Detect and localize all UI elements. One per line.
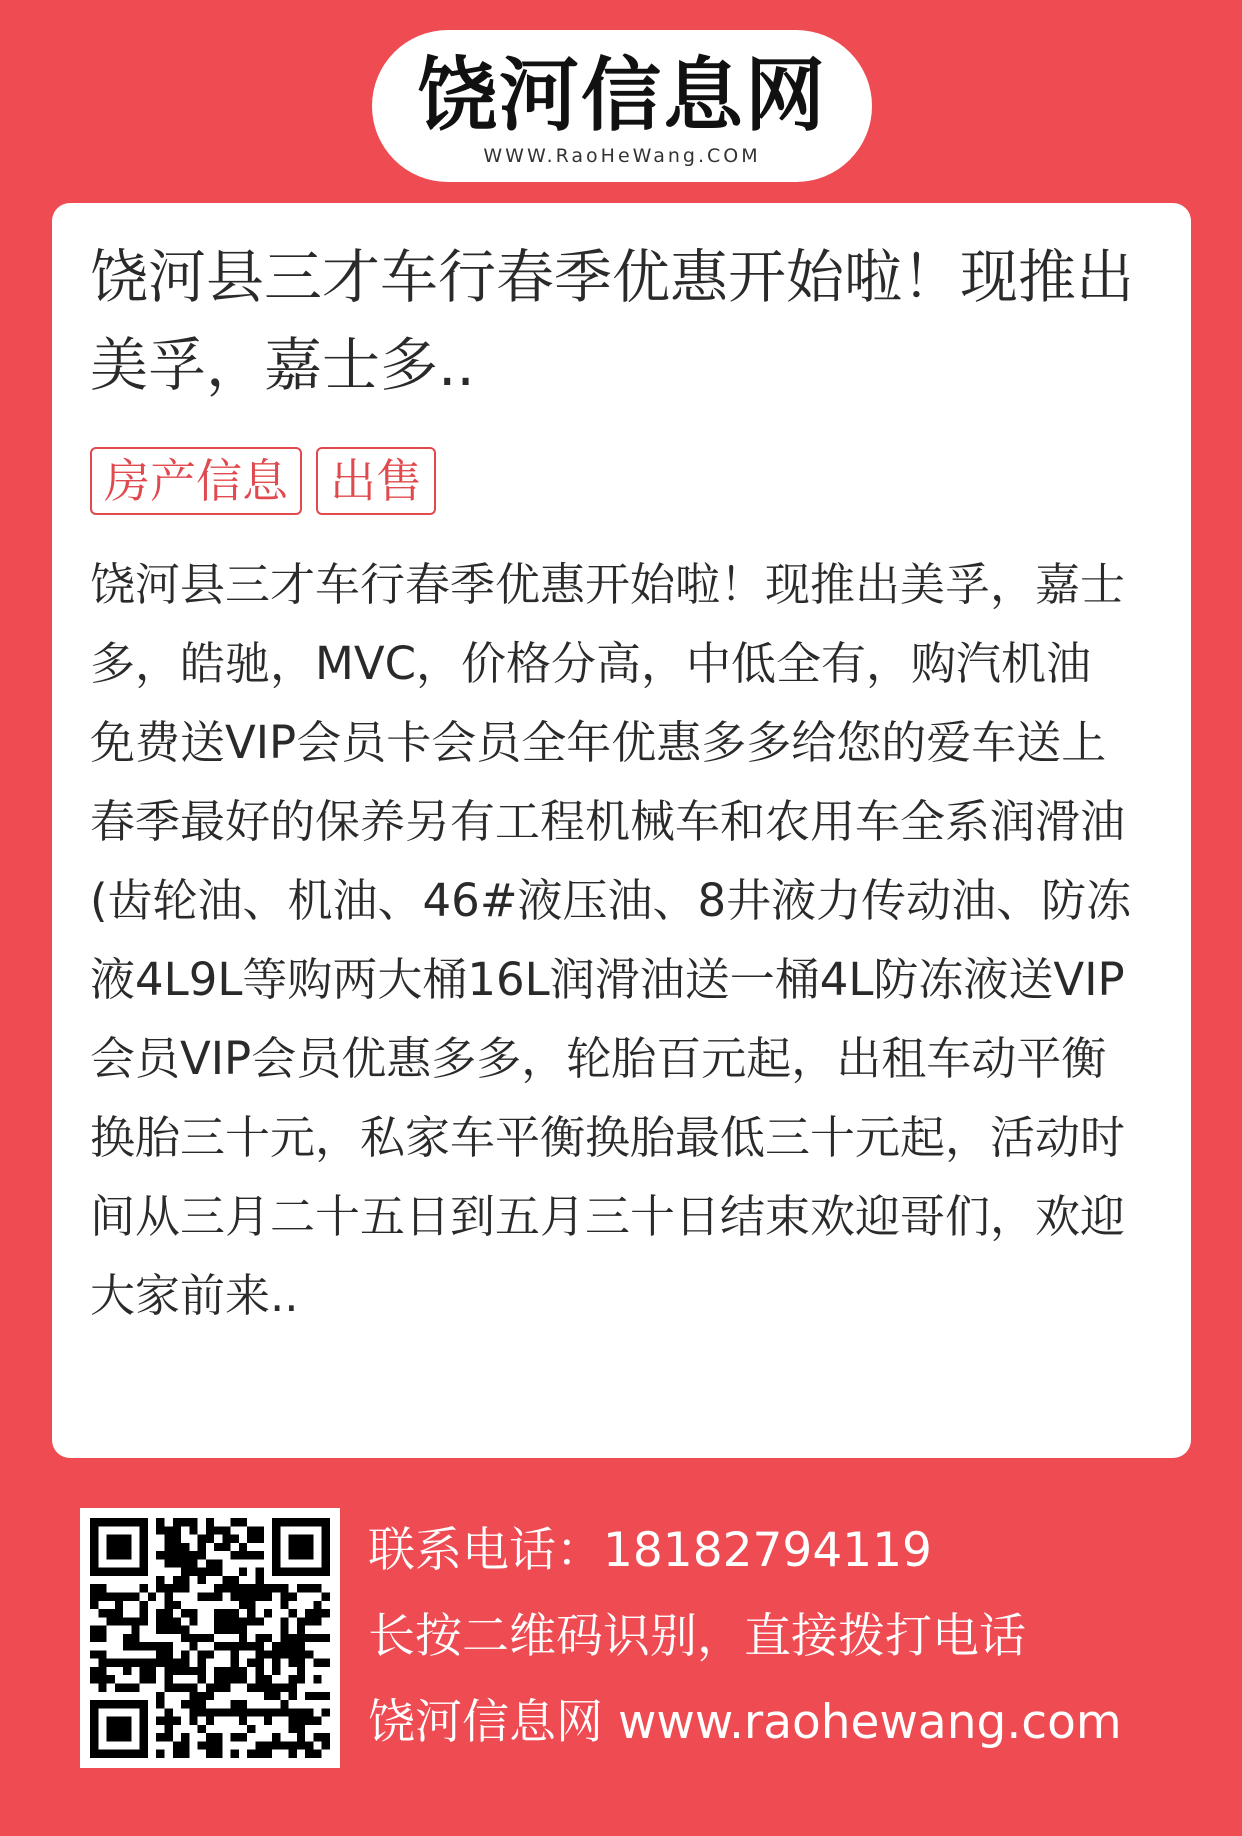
tag-category[interactable]: 房产信息 bbox=[90, 447, 302, 515]
site-footer[interactable]: 饶河信息网 www.raohewang.com bbox=[368, 1695, 1122, 1750]
qr-code-icon[interactable] bbox=[80, 1508, 340, 1768]
contact-phone[interactable]: 联系电话：18182794119 bbox=[368, 1523, 932, 1578]
logo-url: WWW.RaoHeWang.COM bbox=[483, 145, 761, 167]
post-card bbox=[52, 203, 1191, 1458]
site-logo bbox=[372, 30, 872, 182]
post-body: 饶河县三才车行春季优惠开始啦！现推出美孚，嘉士多，皓驰，MVC，价格分高，中低全有，购汽机油免费送VIP会员卡会员全年优惠多多给您的爱车送上春季最好的保养另有工程机械车和农用车全系润滑油(齿轮油、机油、46#液压油、8井液力传动油、防冻液4L9L等购两大桶16L润滑油送一桶4L防冻液送VIP会员VIP会员优惠多多，轮胎百元起，出租车动平衡换胎三十元，私家车平衡换胎最低三十元起，活动时间从三月二十五日到五月三十日结束欢迎哥们，欢迎大家前来.. bbox=[90, 558, 1132, 1322]
contact-info bbox=[368, 1508, 1228, 1766]
qr-hint: 长按二维码识别，直接拨打电话 bbox=[368, 1609, 1026, 1664]
post-title: 饶河县三才车行春季优惠开始啦！现推出美孚，嘉士多.. bbox=[90, 243, 1135, 399]
logo-name: 饶河信息网 bbox=[417, 49, 827, 142]
tag-type[interactable]: 出售 bbox=[316, 447, 436, 515]
qr-code-graphic bbox=[90, 1518, 330, 1758]
tag-list bbox=[90, 447, 1139, 515]
